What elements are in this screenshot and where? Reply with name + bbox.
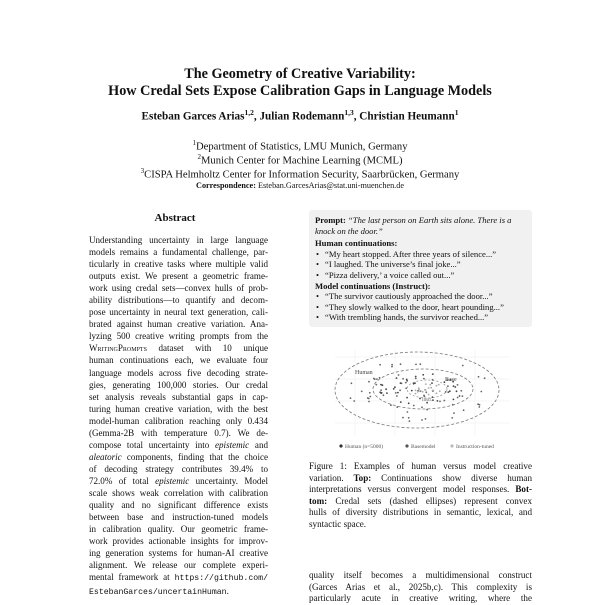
scatter-point (437, 400, 439, 402)
prompt-label: Prompt: (315, 215, 346, 225)
scatter-point (405, 387, 407, 389)
abstract-line: (Gemma-2B with temperature 0.7). We de- (89, 427, 268, 438)
scatter-point (379, 364, 381, 366)
scatter-point (436, 392, 438, 394)
scatter-point (479, 404, 481, 406)
list-item: • “Pizza delivery,’ a voice called out...” (325, 270, 526, 281)
legend-marker (450, 444, 453, 447)
scatter-point (395, 392, 397, 394)
abstract-line: of decoding strategy contributes 39.4% to (89, 463, 268, 474)
affil-number: 2 (197, 153, 201, 161)
label-base: Base (445, 377, 457, 383)
abstract-line: compose total uncertainty into epistemic and (89, 439, 268, 450)
abstract-line: outputs exist. We present a geometric frame- (89, 271, 268, 282)
scatter-point (439, 401, 441, 403)
scatter-point (386, 392, 388, 394)
scatter-point (406, 380, 408, 382)
scatter-point (432, 373, 434, 375)
paper-title-line1: The Geometry of Creative Variability: (184, 66, 416, 82)
scatter-point (420, 390, 422, 392)
abstract-line: model-human calibration reaching only 0.434 (89, 415, 268, 426)
scatter-point (415, 390, 417, 392)
scatter-point (419, 398, 421, 400)
scatter-point (422, 374, 424, 376)
abstract-line: WritingPrompts dataset with 10 unique (89, 343, 268, 354)
scatter-point (480, 391, 482, 393)
scatter-point (462, 395, 464, 397)
abstract-line: lyzing 500 creative writing prompts from the (89, 331, 268, 342)
scatter-point (429, 384, 431, 386)
prompt-text: “The last person on Earth sits alone. There is a knock on the door.” (315, 215, 512, 236)
scatter-point (396, 406, 398, 408)
scatter-point (463, 409, 465, 411)
scatter-point (373, 378, 375, 380)
scatter-point (453, 385, 455, 387)
affil-text: CISPA Helmholtz Center for Information Security, Saarbrücken, Germany (144, 169, 460, 181)
legend-label: Instruction-tuned (456, 444, 494, 450)
legend-label: Basemodel (411, 444, 436, 450)
scatter-point (419, 363, 421, 365)
scatter-point (453, 412, 455, 414)
scatter-point (478, 376, 480, 378)
correspondence-label: Correspondence: (196, 181, 256, 190)
body-line: (Garces Arias et al., 2025b,c). This complexity is (309, 581, 532, 592)
scatter-point (400, 401, 402, 403)
scatter-point (417, 391, 419, 393)
label-human: Human (355, 370, 373, 376)
affil-number: 1 (192, 139, 196, 147)
author-name: Esteban Garces Arias (141, 110, 245, 123)
model-heading: Model continuations (Instruct): (315, 280, 431, 291)
abstract-line: aleatoric components, finding that the choice (89, 451, 268, 462)
abstract-line: turing human creative variation, with the best (89, 403, 268, 414)
abstract-line: alignment. We release our complete experi- (89, 560, 268, 571)
abstract-line: 72.0% of total epistemic uncertainty. Model (89, 475, 268, 486)
scatter-point (462, 365, 464, 367)
abstract-line: quality and no significant difference exists (89, 500, 268, 511)
scatter-point (445, 391, 447, 393)
scatter-point (447, 385, 449, 387)
scatter-point (379, 391, 381, 393)
label-instr: Instr. (422, 398, 433, 403)
scatter-point (411, 390, 413, 392)
scatter-point (400, 382, 402, 384)
scatter-point (425, 383, 427, 385)
figure-prompt-box (309, 210, 532, 327)
scatter-point (428, 394, 430, 396)
abstract-line: human continuations each, we evaluate four (89, 355, 268, 366)
abstract-line: ability distributions—to quantify and decom- (89, 295, 268, 306)
scatter-point (478, 406, 480, 408)
scatter-point (423, 378, 425, 380)
caption-line: interpretations versus convergent model responses. Bot- (309, 484, 532, 495)
scatter-point (459, 395, 461, 397)
scatter-point (452, 404, 454, 406)
caption-line: syntactic space. (309, 518, 367, 529)
human-list (315, 249, 526, 281)
list-item: • “They slowly walked to the door, heart pounding...” (325, 302, 526, 313)
scatter-point (391, 364, 393, 366)
scatter-point (351, 382, 353, 384)
scatter-point (457, 397, 459, 399)
abstract-line: EstebanGarces/uncertainHuman. (89, 586, 229, 598)
scatter-point (369, 392, 371, 394)
scatter-point (399, 389, 401, 391)
scatter-point (451, 417, 453, 419)
legend-marker (339, 444, 342, 447)
scatter-point (425, 391, 427, 393)
correspondence (0, 181, 600, 190)
legend-label: Human (n=5000) (345, 444, 384, 450)
scatter-point (369, 396, 371, 398)
list-item: • “The survivor cautiously approached the door...” (325, 291, 526, 302)
scatter-point (380, 389, 382, 391)
scatter-point (390, 404, 392, 406)
affil-text: Munich Center for Machine Learning (MCML) (200, 155, 403, 167)
scatter-point (415, 376, 417, 378)
scatter-point (432, 379, 434, 381)
caption-line: tom: Credal sets (dashed ellipses) represent convex (309, 495, 532, 506)
scatter-point (405, 382, 407, 384)
scatter-point (406, 397, 408, 399)
scatter-point (368, 381, 370, 383)
abstract-line: work provides actionable insights for improv- (89, 536, 268, 547)
scatter-point (430, 387, 432, 389)
caption-line: Figure 1: Examples of human versus model creative (309, 461, 532, 471)
scatter-point (421, 419, 423, 421)
caption-line: variation. Top: Continuations show diverse human (309, 472, 532, 483)
scatter-point (376, 378, 378, 380)
scatter-point (449, 390, 451, 392)
scatter-point (438, 384, 440, 386)
scatter-point (424, 389, 426, 391)
author-affil-mark: 1 (454, 108, 459, 117)
scatter-point (439, 390, 441, 392)
scatter-point (423, 395, 425, 397)
scatter-point (454, 386, 456, 388)
scatter-point (398, 374, 400, 376)
abstract-heading: Abstract (154, 212, 196, 224)
figure-caption (309, 461, 532, 531)
chart-legend (339, 443, 494, 450)
abstract-line: ing generation systems for human-AI creative (89, 548, 268, 559)
scatter-point (414, 382, 416, 384)
scatter-point (408, 417, 410, 419)
scatter-point (428, 387, 430, 389)
abstract-line: Understanding uncertainty in large language (89, 235, 268, 245)
scatter-point (409, 420, 411, 422)
scatter-point (415, 378, 417, 380)
scatter-point (402, 378, 404, 380)
scatter-point (456, 390, 458, 392)
scatter-point (425, 418, 427, 420)
scatter-point (413, 405, 415, 407)
paper-title-line2: How Credal Sets Expose Calibration Gaps in Language Models (108, 83, 492, 99)
scatter-point (350, 397, 352, 399)
scatter-point (353, 400, 355, 402)
abstract-line: scale shows weak correlation with calibration (89, 487, 268, 498)
scatter-point (415, 393, 417, 395)
model-list (315, 291, 526, 323)
list-item: • “My heart stopped. After three years of silence...” (325, 249, 526, 260)
abstract-line: gies, generating 100,000 stories. Our credal (89, 379, 268, 390)
abstract-line: set analysis reveals substantial gaps in cap- (89, 391, 268, 402)
scatter-point (457, 384, 459, 386)
body-line: particularly acute in creative writing, where the (309, 593, 532, 604)
scatter-point (380, 384, 382, 386)
scatter-point (402, 417, 404, 419)
scatter-point (415, 364, 417, 366)
scatter-point (391, 366, 393, 368)
scatter-point (443, 400, 445, 402)
scatter-point (432, 390, 434, 392)
abstract-body (89, 234, 268, 599)
scatter-point (368, 401, 370, 403)
scatter-point (368, 398, 370, 400)
scatter-point (379, 377, 381, 379)
scatter-point (375, 384, 377, 386)
scatter-point (396, 395, 398, 397)
scatter-point (408, 402, 410, 404)
scatter-point (436, 385, 438, 387)
correspondence-email: Esteban.GarcesArias@stat.uni-muenchen.de (257, 181, 404, 190)
scatter-point (394, 386, 396, 388)
scatter-point (422, 391, 424, 393)
scatter-point (407, 411, 409, 413)
author-affil-mark: 1,2 (244, 108, 254, 117)
scatter-point (484, 377, 486, 379)
scatter-point (383, 394, 385, 396)
abstract-line: ticularly in creative tasks where multiple valid (89, 259, 268, 270)
body-line: quality itself becomes a multidimensional construct (309, 570, 532, 580)
scatter-point (397, 392, 399, 394)
scatter-point (432, 399, 434, 401)
abstract-line: pose uncertainty in neural text generation, cali- (89, 307, 268, 318)
scatter-point (447, 391, 449, 393)
affiliation (0, 165, 600, 182)
list-item: • “With trembling hands, the survivor reached...” (325, 312, 526, 323)
abstract-line: between base and instruction-tuned models (89, 512, 268, 523)
legend-marker (405, 444, 408, 447)
abstract-line: mental framework at https://github.com/ (89, 572, 268, 584)
abstract-line: brated against human creative variation. Ana- (89, 319, 268, 330)
list-item: • “I laughed. The universe’s final joke...” (325, 259, 526, 270)
scatter-point (361, 391, 363, 393)
scatter-point (431, 382, 433, 384)
abstract-line: models remains a fundamental challenge, par- (89, 247, 268, 258)
author-name: Julian Rodemann (259, 110, 345, 123)
credal-set-chart (325, 345, 520, 455)
scatter-point (426, 409, 428, 411)
scatter-point (421, 406, 423, 408)
affil-number: 3 (140, 167, 145, 175)
scatter-point (418, 387, 420, 389)
prompt-line (315, 215, 526, 236)
affil-text: Department of Statistics, LMU Munich, Germany (195, 141, 408, 153)
author-name: Christian Heumann (359, 110, 455, 123)
author-affil-mark: 1,3 (344, 108, 354, 117)
scatter-point (460, 390, 462, 392)
caption-line: hulls of diversity distributions in semantic, lexical, and (309, 507, 532, 518)
scatter-point (453, 399, 455, 401)
abstract-line: work using credal sets—convex hulls of prob- (89, 283, 268, 294)
scatter-point (396, 377, 398, 379)
scatter-point (400, 363, 402, 365)
scatter-point (393, 388, 395, 390)
human-heading: Human continuations: (315, 238, 398, 249)
author-list: Esteban Garces Arias$^{1,2}$, Julian Rodemann$^{1,3}$, Christian Heumann$^1$ (141, 108, 459, 123)
scatter-point (385, 388, 387, 390)
abstract-line: in calibration quality. Our geometric frame- (89, 524, 268, 535)
abstract-line: language models across five decoding strate- (89, 367, 268, 378)
